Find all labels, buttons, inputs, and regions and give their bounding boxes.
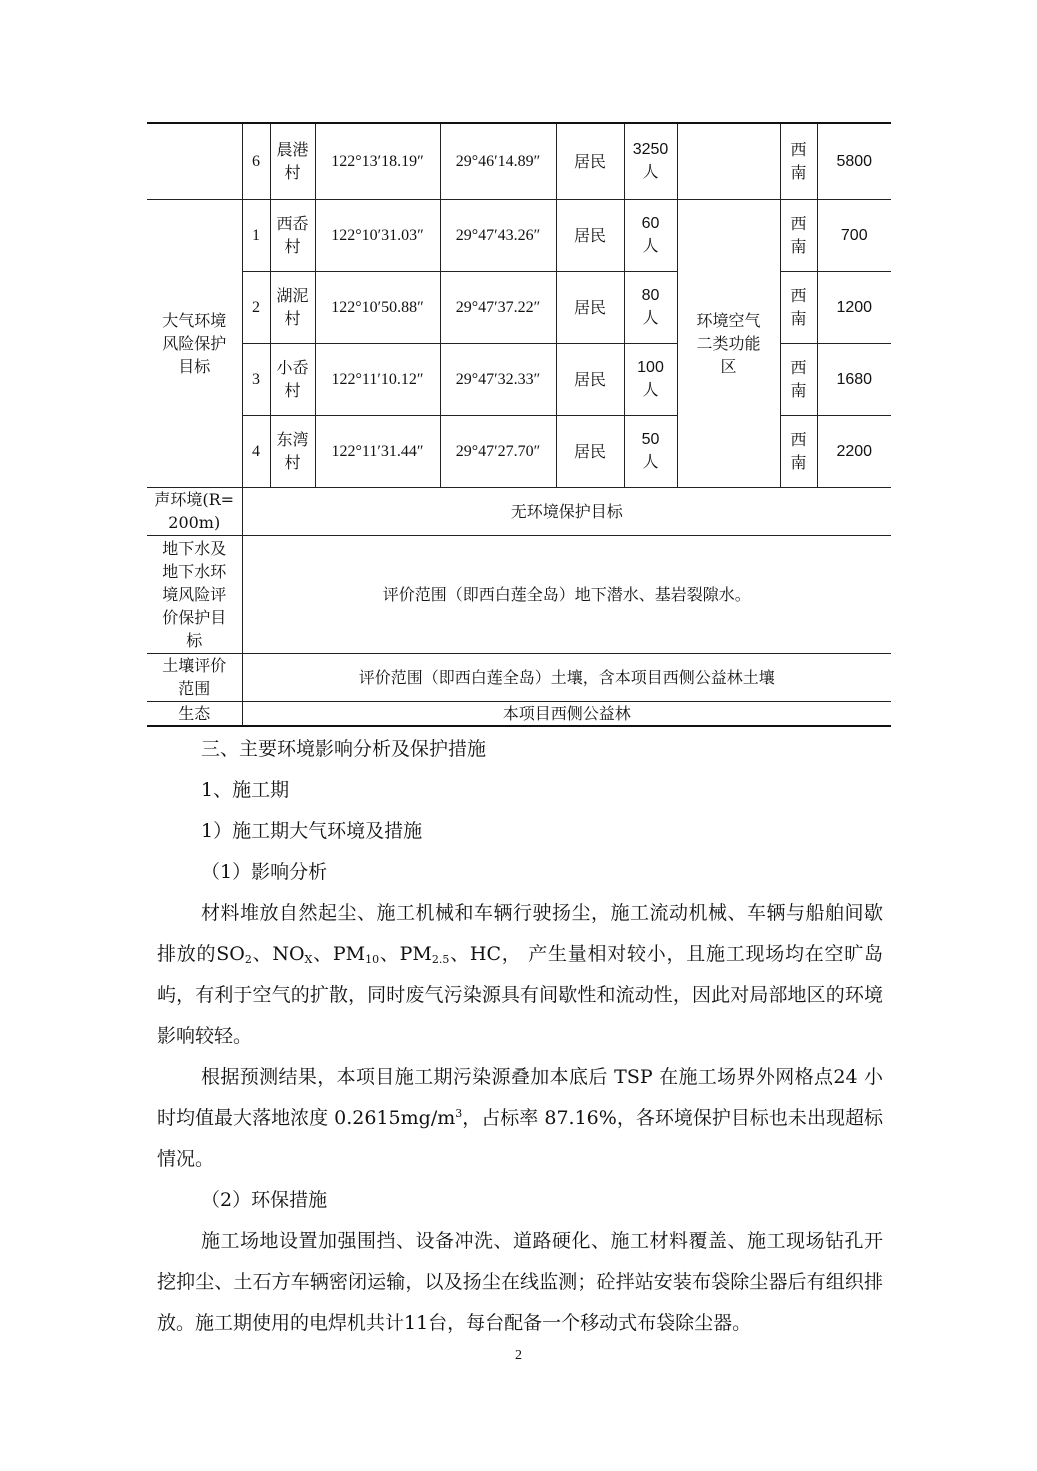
text-span: ，占标率 87.16%，各环境保护目标也未出现超标情况。 [157, 1107, 883, 1170]
row-number: 2 [242, 271, 270, 343]
soil-value: 评价范围（即西白莲全岛）土壤，含本项目西侧公益林土壤 [242, 653, 891, 701]
direction: 西南 [780, 271, 817, 343]
section-heading: 三、主要环境影响分析及保护措施 [201, 738, 487, 760]
table-row [147, 487, 891, 535]
row-number: 6 [242, 123, 270, 199]
village-name: 小岙村 [270, 343, 315, 415]
subscript: X [304, 953, 313, 966]
subscript: 2 [244, 953, 252, 966]
village-name: 湖泥村 [270, 271, 315, 343]
distance: 5800 [817, 123, 891, 199]
text-span: 、HC， 产生量相对较小，且施工现场均在空旷岛屿，有利于空气的扩散，同时废气污染源具有间歇性和流动性，因此对局部地区的环境影响较轻。 [157, 943, 884, 1047]
row-number: 1 [242, 199, 270, 271]
longitude: 122°11′31.44″ [315, 415, 440, 487]
latitude: 29°47′37.22″ [440, 271, 556, 343]
direction: 西南 [780, 123, 817, 199]
groundwater-label: 地下水及地下水环境风险评价保护目标 [147, 535, 242, 653]
table-row [147, 415, 891, 487]
subsection-heading: （1）影响分析 [201, 861, 328, 883]
longitude: 122°10′31.03″ [315, 199, 440, 271]
soil-label: 土壤评价范围 [147, 653, 242, 701]
text-span: 根据预测结果，本项目施工期污染源叠加本底后 TSP 在施工场界外网格点24 小时均值最大落地浓度 0.2615mg/m [157, 1066, 883, 1129]
table-cell [147, 123, 242, 199]
target-type: 居民 [556, 271, 624, 343]
subscript: 10 [365, 953, 380, 966]
table-row [147, 271, 891, 343]
direction: 西南 [780, 199, 817, 271]
table-row [147, 535, 891, 653]
target-type: 居民 [556, 415, 624, 487]
distance: 700 [817, 199, 891, 271]
population: 3250人 [624, 123, 677, 199]
longitude: 122°13′18.19″ [315, 123, 440, 199]
eco-label: 生态 [147, 701, 242, 726]
document-body [157, 729, 883, 1344]
row-number: 3 [242, 343, 270, 415]
distance: 1200 [817, 271, 891, 343]
distance: 2200 [817, 415, 891, 487]
eco-value: 本项目西侧公益林 [242, 701, 891, 726]
table-row [147, 199, 891, 271]
text-span: 、PM [312, 943, 366, 965]
latitude: 29°47′43.26″ [440, 199, 556, 271]
subsection-heading: 1、施工期 [201, 779, 290, 801]
air-group-label: 大气环境风险保护目标 [147, 199, 242, 487]
latitude: 29°47′27.70″ [440, 415, 556, 487]
population: 100人 [624, 343, 677, 415]
target-type: 居民 [556, 343, 624, 415]
latitude: 29°47′32.33″ [440, 343, 556, 415]
table-cell [677, 123, 780, 199]
population: 80人 [624, 271, 677, 343]
longitude: 122°10′50.88″ [315, 271, 440, 343]
table-row [147, 343, 891, 415]
paragraph [157, 893, 883, 1057]
page-number: 2 [515, 1348, 522, 1363]
table-row [147, 701, 891, 726]
row-number: 4 [242, 415, 270, 487]
sound-label: 声环境(R=200m) [147, 487, 242, 535]
village-name: 西岙村 [270, 199, 315, 271]
text-span: 、NO [251, 943, 305, 965]
groundwater-value: 评价范围（即西白莲全岛）地下潜水、基岩裂隙水。 [242, 535, 891, 653]
paragraph: 施工场地设置加强围挡、设备冲洗、道路硬化、施工材料覆盖、施工现场钻孔开挖抑尘、土石方车辆密闭运输，以及扬尘在线监测；砼拌站安装布袋除尘器后有组织排放。施工期使用的电焊机共计11台，每台配备一个移动式布袋除尘器。 [157, 1230, 883, 1334]
population: 50人 [624, 415, 677, 487]
distance: 1680 [817, 343, 891, 415]
table-row [147, 653, 891, 701]
longitude: 122°11′10.12″ [315, 343, 440, 415]
paragraph [157, 1057, 883, 1180]
latitude: 29°46′14.89″ [440, 123, 556, 199]
table-row [147, 123, 891, 199]
subsection-heading: 1）施工期大气环境及措施 [201, 820, 423, 842]
target-type: 居民 [556, 199, 624, 271]
direction: 西南 [780, 343, 817, 415]
text-span: 、PM [379, 943, 432, 965]
village-name: 东湾村 [270, 415, 315, 487]
direction: 西南 [780, 415, 817, 487]
superscript: 3 [455, 1107, 463, 1120]
air-function-zone: 环境空气二类功能区 [677, 199, 780, 487]
subsection-heading: （2）环保措施 [201, 1189, 328, 1211]
population: 60人 [624, 199, 677, 271]
subscript: 2.5 [431, 953, 450, 966]
protection-targets-table [147, 122, 891, 727]
target-type: 居民 [556, 123, 624, 199]
village-name: 晨港村 [270, 123, 315, 199]
sound-value: 无环境保护目标 [242, 487, 891, 535]
text-span: 材料堆放自然起尘、施工机械和车辆行驶扬尘，施工流动机械、车辆与船舶间歇排放的SO [157, 902, 883, 965]
